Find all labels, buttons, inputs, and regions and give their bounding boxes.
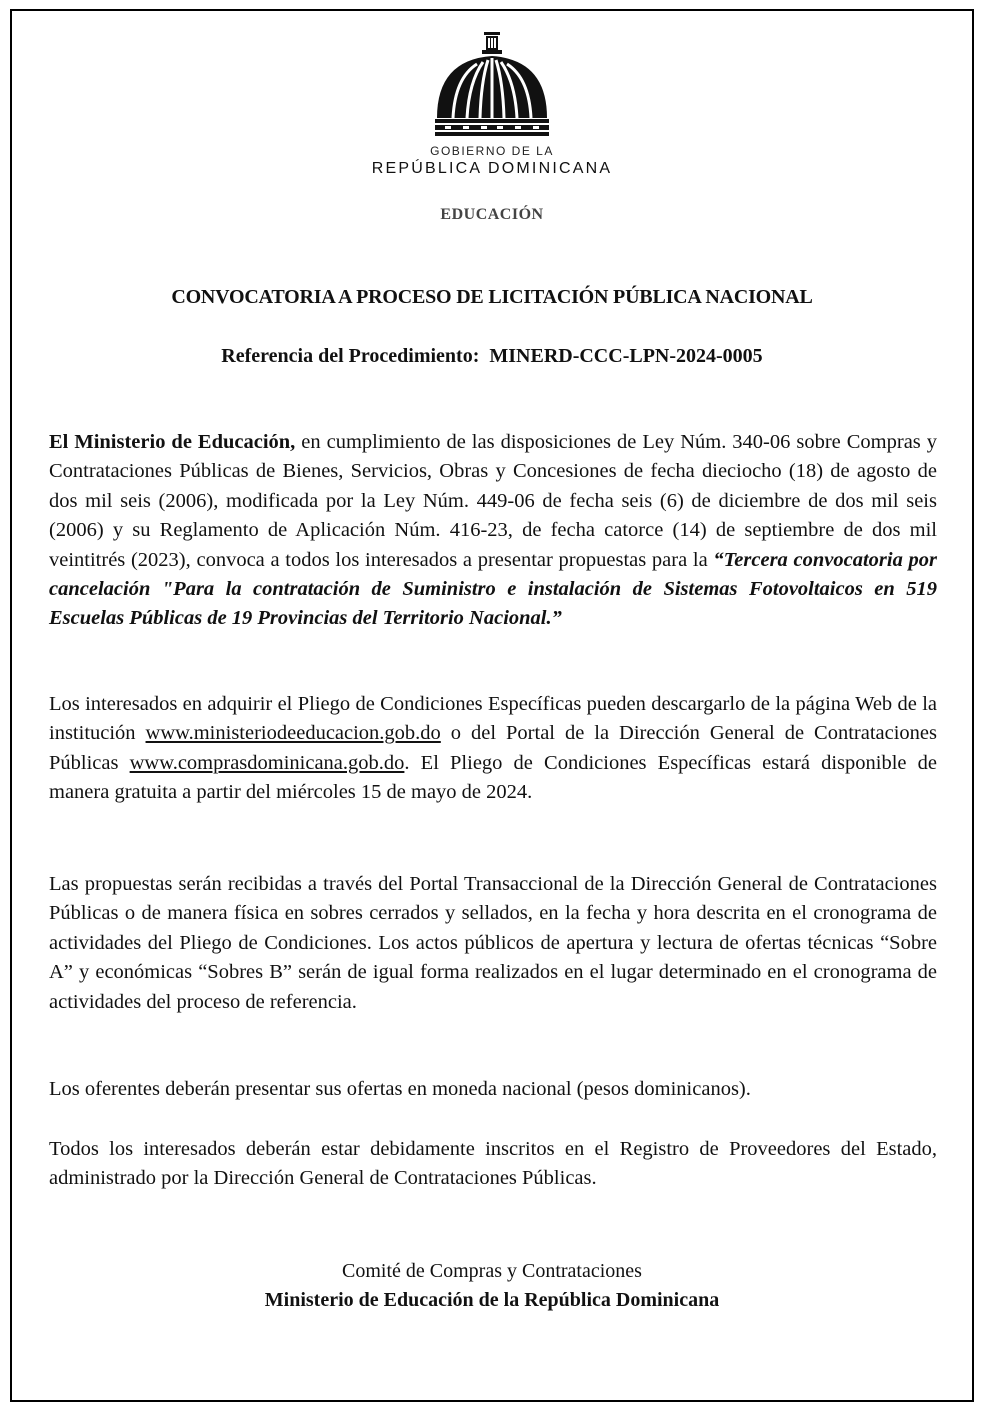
paragraph-specifications-part2: o del Portal de la Dirección General de Contrataciones Públicas [49,722,937,774]
signature-ministry: Ministerio de Educación de la República Dominicana [264,1289,720,1311]
government-line-2: REPÚBLICA DOMINICANA [371,160,613,177]
dome-emblem-icon [433,30,551,138]
paragraph-intro [49,428,937,634]
signature-committee: Comité de Compras y Contrataciones [342,1260,642,1282]
government-line-1: GOBIERNO DE LA [430,144,554,158]
paragraph-specifications-part3: . El Pliego de Condiciones Específicas estará disponible de manera gratuita a partir del miércoles 15 de mayo de 2024. [49,751,937,804]
paragraph-registration: Todos los interesados deberán estar debidamente inscritos en el Registro de Proveedores del Estado, administrado por la Dirección General de Contrataciones Públicas. [49,1138,937,1190]
reference-label: Referencia del Procedimiento: [221,345,480,367]
compras-portal-link[interactable]: www.comprasdominicana.gob.do [129,751,405,774]
paragraph-intro-body: en cumplimiento de las disposiciones de Ley Núm. 340-06 sobre Compras y Contrataciones Públicas de Bienes, Servicios, Obras y Concesiones de fecha dieciocho (18) de agosto de dos mil seis (2006), modificada por la Ley Núm. 449-06 de fecha seis (6) de diciembre de dos mil seis (2006) y su Reglamento de Aplicación Núm. 416-23, de fecha catorce (14) de septiembre de dos mil veintitrés (2023), convoca a todos los interesados a presentar propuestas para la [49,431,938,571]
department-label: EDUCACIÓN [440,206,544,223]
paragraph-intro-object: “Tercera convocatoria por cancelación "Para la contratación de Suministro e instalación de Sistemas Fotovoltaicos en 519 Escuelas Públicas de 19 Provincias del Territorio Nacional.” [49,548,937,630]
procedure-reference [0,345,984,368]
paragraph-specifications-part1: Los interesados en adquirir el Pliego de Condiciones Específicas pueden descargarlo de la página Web de la institución [49,693,937,745]
paragraph-intro-lead: El Ministerio de Educación, [49,431,296,453]
paragraph-currency: Los oferentes deberán presentar sus ofertas en moneda nacional (pesos dominicanos). [49,1078,751,1100]
paragraph-proposals: Las propuestas serán recibidas a través del Portal Transaccional de la Dirección General de Contrataciones Públicas o de manera física en sobres cerrados y sellados, en la fecha y hora descrita en el cronograma de actividades del Pliego de Condiciones. Los actos públicos de apertura y lectura de ofertas técnicas “Sobre A” y económicas “Sobres B” serán de igual forma realizados en el lugar determinado en el cronograma de actividades del proceso de referencia. [49,873,937,1013]
reference-code: MINERD-CCC-LPN-2024-0005 [489,345,763,367]
document-title: CONVOCATORIA A PROCESO DE LICITACIÓN PÚBLICA NACIONAL [171,286,813,308]
paragraph-specifications [49,690,937,808]
ministry-website-link[interactable]: www.ministeriodeeducacion.gob.do [145,722,441,745]
